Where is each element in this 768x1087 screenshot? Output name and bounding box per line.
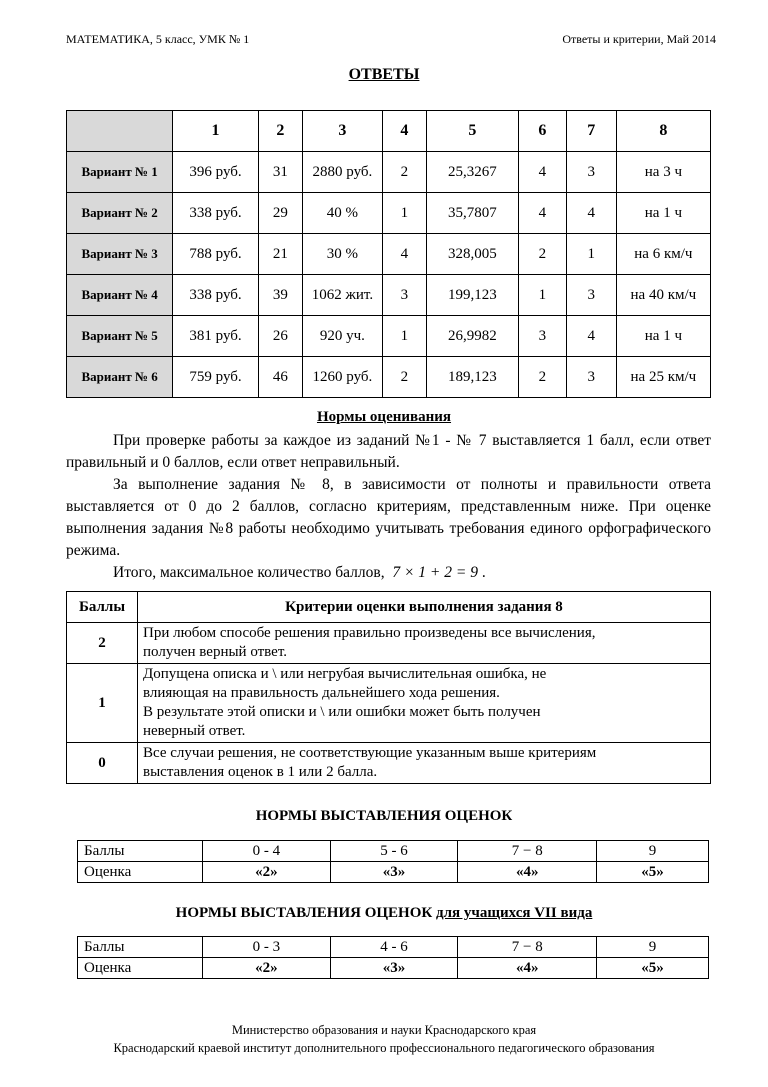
answer-cell: 29 <box>258 193 302 234</box>
points-cell: 7 − 8 <box>458 937 597 958</box>
norms-paragraph-2: За выполнение задания № 8, в зависимости от полноты и правильности ответа выставляется от 0 до 2 баллов, согласно критериям, представленным ниже. При оценке выполнения задания №8 работы необходимо учитывать требования единого орфографического режима. <box>66 476 711 559</box>
footer-ministry: Министерство образования и науки Краснодарского края <box>231 1023 537 1037</box>
answer-cell: 46 <box>258 357 302 398</box>
norms-text <box>66 430 711 584</box>
answers-row <box>67 234 711 275</box>
grade-cell: «2» <box>203 862 331 883</box>
answer-cell: 788 руб. <box>173 234 259 275</box>
answer-cell: 26,9982 <box>426 316 518 357</box>
answer-cell: 396 руб. <box>173 152 259 193</box>
answer-cell: 199,123 <box>426 275 518 316</box>
answer-cell: на 1 ч <box>616 193 710 234</box>
variant-label: Вариант № 1 <box>67 152 173 193</box>
answers-header-row <box>67 111 711 152</box>
answer-cell: на 6 км/ч <box>616 234 710 275</box>
criteria-row <box>67 743 711 784</box>
answers-row <box>67 357 711 398</box>
answer-cell: 4 <box>566 193 616 234</box>
answer-cell: 4 <box>518 193 566 234</box>
answers-corner-cell <box>67 111 173 152</box>
answer-cell: 40 % <box>303 193 383 234</box>
grading-table <box>77 840 709 883</box>
answer-cell: 1 <box>518 275 566 316</box>
answer-cell: 31 <box>258 152 302 193</box>
answers-col-header: 8 <box>616 111 710 152</box>
grading-vii-points-row <box>78 937 709 958</box>
grading-title: НОРМЫ ВЫСТАВЛЕНИЯ ОЦЕНОК <box>255 808 513 824</box>
points-cell: 7 − 8 <box>458 841 597 862</box>
answer-cell: 3 <box>566 357 616 398</box>
answer-cell: 30 % <box>303 234 383 275</box>
grading-grade-row <box>78 862 709 883</box>
grading-vii-title-main: НОРМЫ ВЫСТАВЛЕНИЯ ОЦЕНОК <box>175 905 433 921</box>
answer-cell: 26 <box>258 316 302 357</box>
points-cell: 5 - 6 <box>330 841 458 862</box>
answer-cell: 381 руб. <box>173 316 259 357</box>
grading-vii-title <box>0 905 768 922</box>
answers-col-header: 7 <box>566 111 616 152</box>
criteria-row <box>67 664 711 743</box>
answers-col-header: 3 <box>303 111 383 152</box>
variant-label: Вариант № 3 <box>67 234 173 275</box>
points-cell: 4 - 6 <box>330 937 458 958</box>
grade-cell: «3» <box>330 862 458 883</box>
grade-cell: «5» <box>597 958 709 979</box>
answer-cell: 328,005 <box>426 234 518 275</box>
page-title: ОТВЕТЫ <box>348 66 420 83</box>
answer-cell: 1260 руб. <box>303 357 383 398</box>
norms-total-end: . <box>481 564 486 581</box>
answer-cell: 2 <box>382 357 426 398</box>
answer-cell: на 25 км/ч <box>616 357 710 398</box>
grade-cell: «4» <box>458 958 597 979</box>
criteria-line: Все случаи решения, не соответствующие указанным выше критериям <box>143 745 597 761</box>
answer-cell: 759 руб. <box>173 357 259 398</box>
criteria-description <box>138 623 711 664</box>
answer-cell: 25,3267 <box>426 152 518 193</box>
header-subject: МАТЕМАТИКА, 5 класс, УМК № 1 <box>66 32 250 46</box>
points-label: Баллы <box>78 841 203 862</box>
answer-cell: 1 <box>566 234 616 275</box>
answer-cell: 2 <box>518 234 566 275</box>
answer-cell: 3 <box>566 152 616 193</box>
answer-cell: 4 <box>566 316 616 357</box>
criteria-table <box>66 591 711 784</box>
grading-vii-grade-row <box>78 958 709 979</box>
answer-cell: 3 <box>382 275 426 316</box>
answer-cell: 338 руб. <box>173 193 259 234</box>
answers-row <box>67 193 711 234</box>
answers-col-header: 6 <box>518 111 566 152</box>
points-cell: 9 <box>597 841 709 862</box>
variant-label: Вариант № 4 <box>67 275 173 316</box>
grade-cell: «4» <box>458 862 597 883</box>
criteria-score: 2 <box>67 623 138 664</box>
variant-label: Вариант № 2 <box>67 193 173 234</box>
criteria-score: 0 <box>67 743 138 784</box>
answer-cell: 3 <box>518 316 566 357</box>
criteria-header-row <box>67 592 711 623</box>
criteria-line: При любом способе решения правильно произведены все вычисления, <box>143 625 596 641</box>
criteria-line: выставления оценок в 1 или 2 балла. <box>143 764 378 780</box>
points-cell: 0 - 4 <box>203 841 331 862</box>
answers-row <box>67 316 711 357</box>
answer-cell: 2 <box>518 357 566 398</box>
criteria-description <box>138 743 711 784</box>
answers-col-header: 4 <box>382 111 426 152</box>
points-cell: 0 - 3 <box>203 937 331 958</box>
header-doc-info: Ответы и критерии, Май 2014 <box>562 32 716 46</box>
criteria-line: В результате этой описки и \ или ошибки может быть получен <box>143 704 541 720</box>
answer-cell: 4 <box>518 152 566 193</box>
answer-cell: 3 <box>566 275 616 316</box>
answers-table <box>66 110 711 398</box>
answers-col-header: 1 <box>173 111 259 152</box>
answers-col-header: 2 <box>258 111 302 152</box>
grade-label: Оценка <box>78 958 203 979</box>
points-label: Баллы <box>78 937 203 958</box>
criteria-description <box>138 664 711 743</box>
answer-cell: на 3 ч <box>616 152 710 193</box>
answer-cell: 2880 руб. <box>303 152 383 193</box>
criteria-line: неверный ответ. <box>143 723 246 739</box>
footer-institute: Краснодарский краевой институт дополнительного профессионального педагогического образования <box>113 1041 655 1055</box>
grade-cell: «2» <box>203 958 331 979</box>
answer-cell: 920 уч. <box>303 316 383 357</box>
grade-cell: «5» <box>597 862 709 883</box>
answers-col-header: 5 <box>426 111 518 152</box>
norms-title: Нормы оценивания <box>316 409 452 425</box>
criteria-row <box>67 623 711 664</box>
answer-cell: 21 <box>258 234 302 275</box>
variant-label: Вариант № 5 <box>67 316 173 357</box>
answer-cell: на 1 ч <box>616 316 710 357</box>
max-score-formula: 7 × 1 + 2 = 9 <box>392 564 478 581</box>
criteria-line: получен верный ответ. <box>143 644 288 660</box>
answer-cell: 1 <box>382 193 426 234</box>
criteria-line: влияющая на правильность дальнейшего хода решения. <box>143 685 500 701</box>
answer-cell: 338 руб. <box>173 275 259 316</box>
grading-vii-title-sub: для учащихся VII вида <box>436 905 593 921</box>
criteria-text-header: Критерии оценки выполнения задания 8 <box>138 592 711 623</box>
norms-paragraph-1: При проверке работы за каждое из заданий №1 - № 7 выставляется 1 балл, если ответ правильный и 0 баллов, если ответ неправильный. <box>66 432 711 471</box>
criteria-line: Допущена описка и \ или негрубая вычислительная ошибка, не <box>143 666 547 682</box>
grading-points-row <box>78 841 709 862</box>
norms-paragraph-3 <box>66 562 711 584</box>
answer-cell: 1062 жит. <box>303 275 383 316</box>
norms-total-text: Итого, максимальное количество баллов, <box>113 564 385 581</box>
answer-cell: 35,7807 <box>426 193 518 234</box>
answers-row <box>67 275 711 316</box>
grade-label: Оценка <box>78 862 203 883</box>
answer-cell: 1 <box>382 316 426 357</box>
grading-vii-table <box>77 936 709 979</box>
criteria-score-header: Баллы <box>67 592 138 623</box>
points-cell: 9 <box>597 937 709 958</box>
answers-row <box>67 152 711 193</box>
variant-label: Вариант № 6 <box>67 357 173 398</box>
answer-cell: на 40 км/ч <box>616 275 710 316</box>
criteria-score: 1 <box>67 664 138 743</box>
answer-cell: 4 <box>382 234 426 275</box>
answer-cell: 39 <box>258 275 302 316</box>
answer-cell: 189,123 <box>426 357 518 398</box>
grade-cell: «3» <box>330 958 458 979</box>
answer-cell: 2 <box>382 152 426 193</box>
